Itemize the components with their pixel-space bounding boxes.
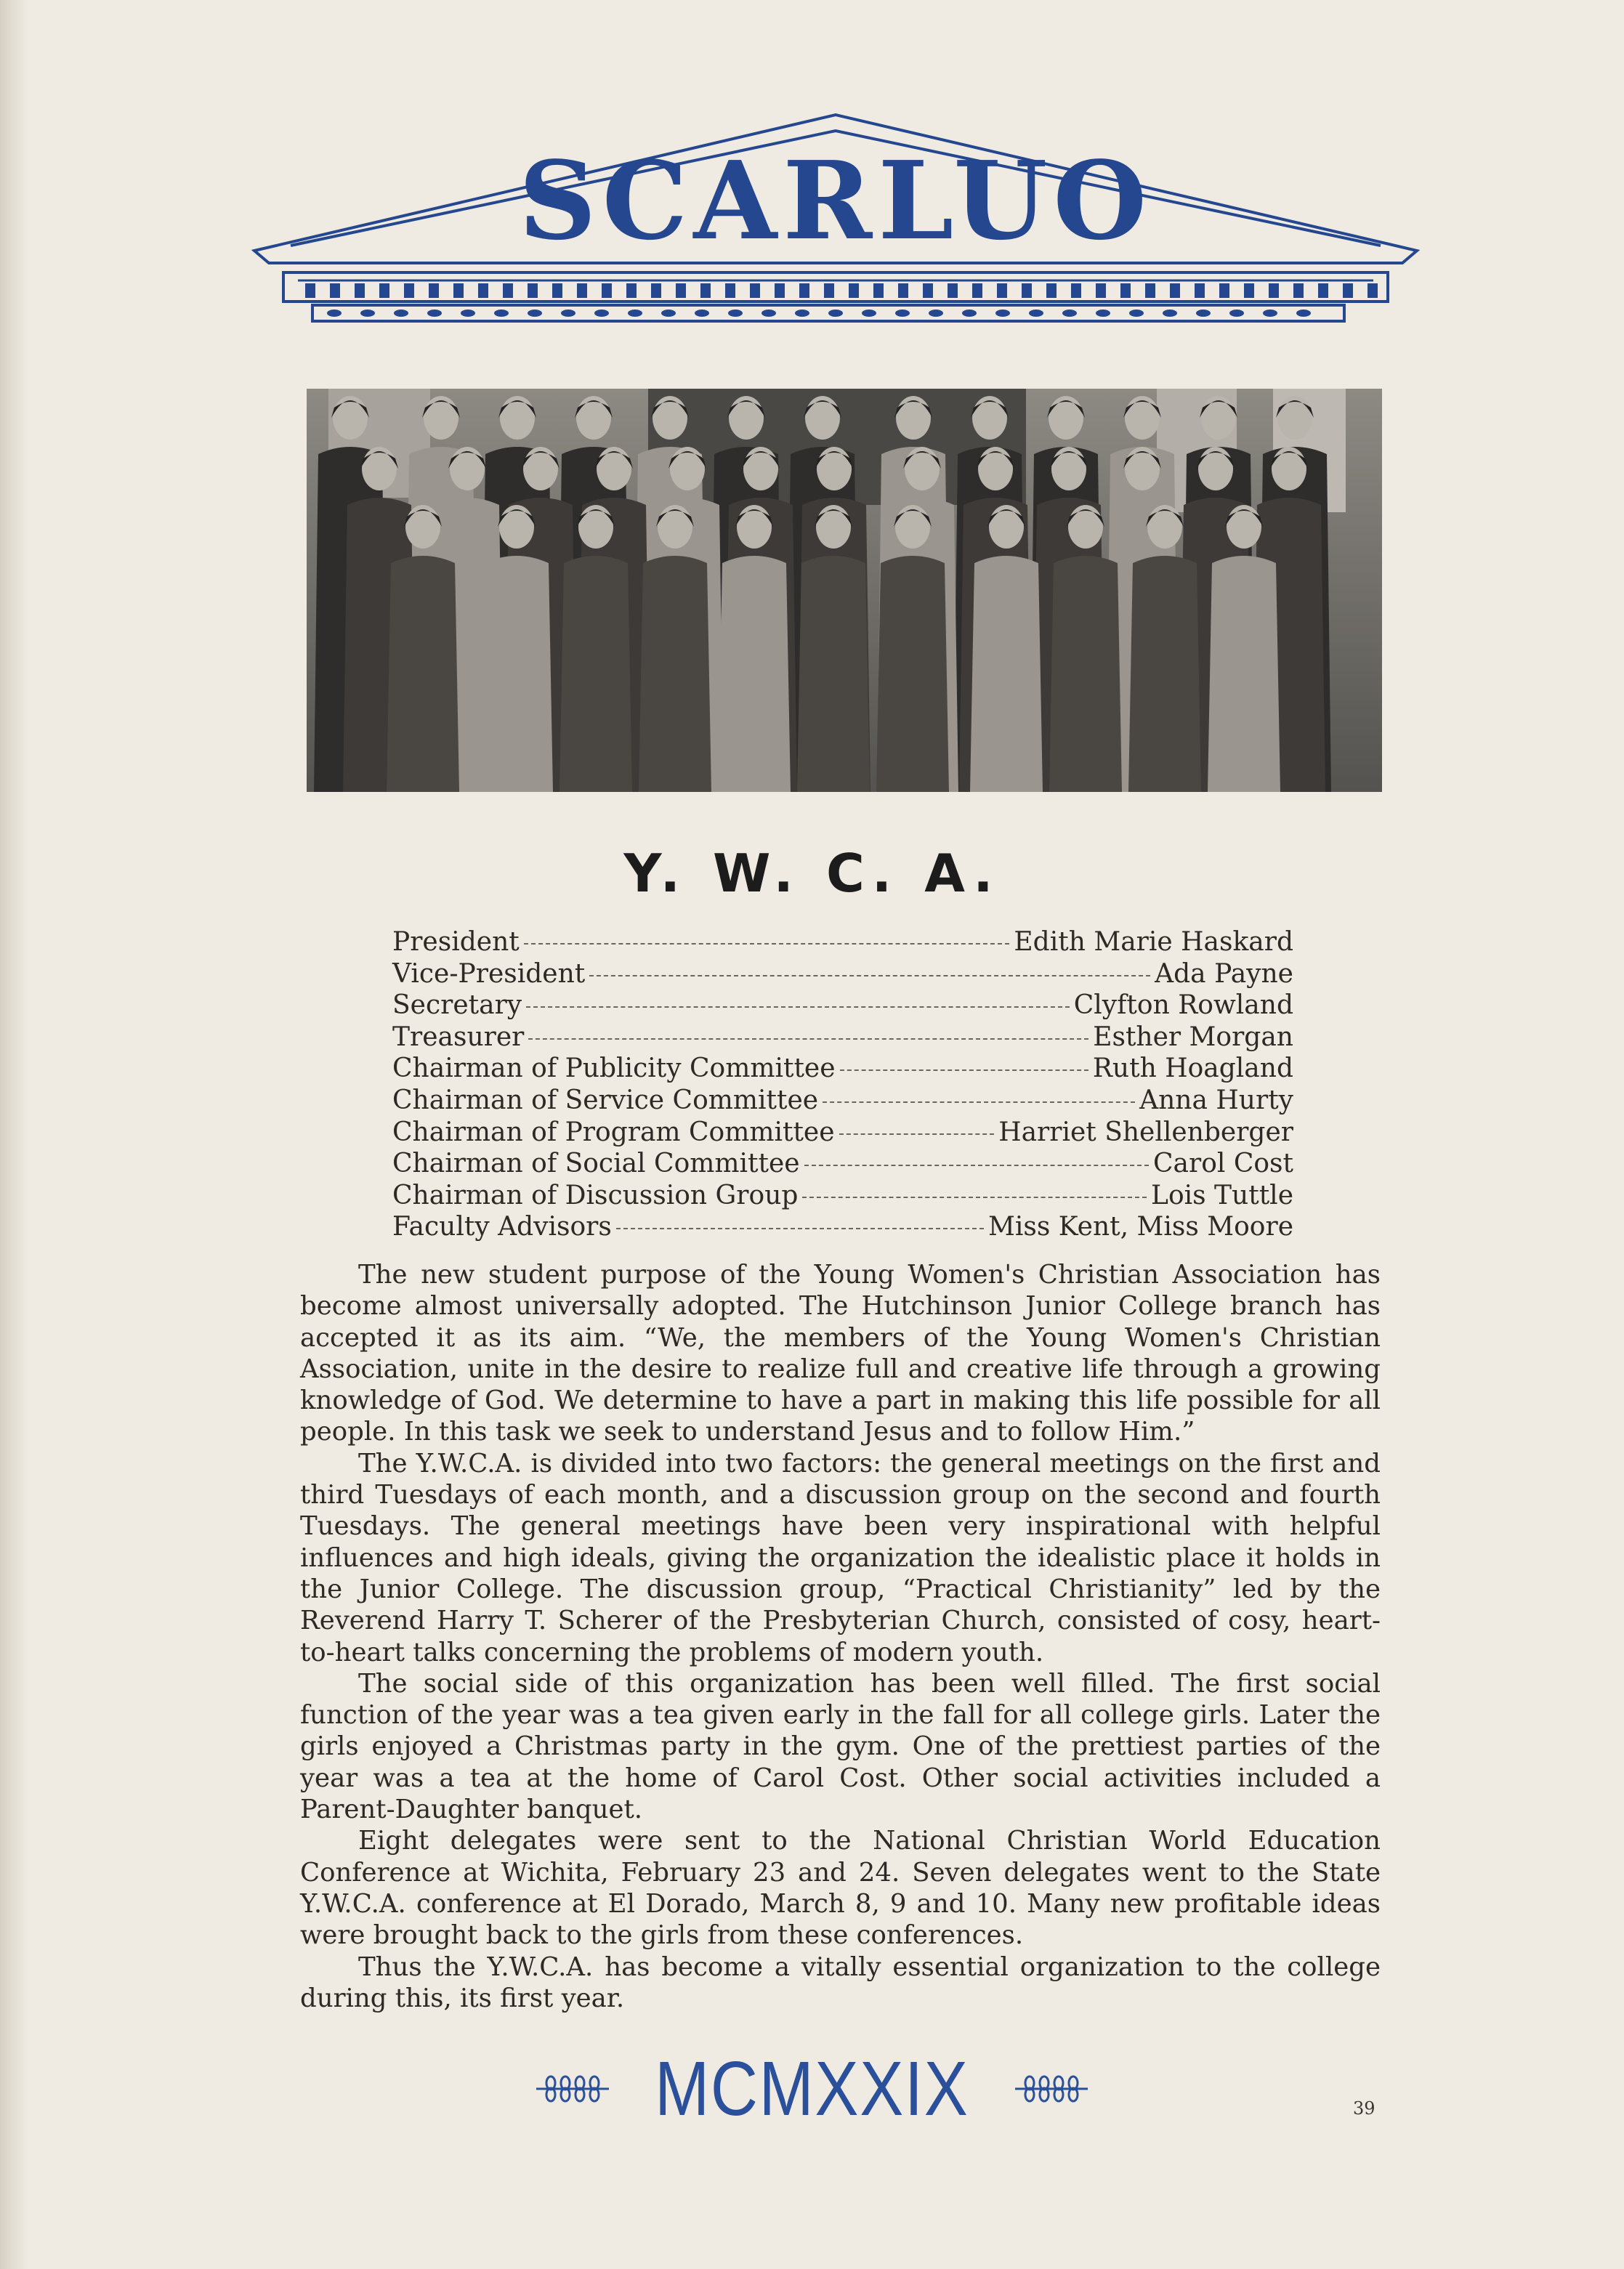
organization-title: Y. W. C. A.: [623, 843, 1001, 904]
officer-row: [392, 1053, 1293, 1085]
officer-row: [392, 1180, 1293, 1212]
officer-role: Chairman of Social Committee: [392, 1149, 800, 1179]
right-sprig-icon: [1011, 2073, 1091, 2105]
officer-row: [392, 1148, 1293, 1180]
officers-list: [392, 926, 1293, 1243]
masthead-pediment: [240, 109, 1431, 334]
article-paragraph: The Y.W.C.A. is divided into two factors: the general meetings on the first and third Tuesdays of each month, and a discussion group on the second and fourth Tuesdays. The general meetings have been very inspirational with helpful influences and high ideals, giving the organization the idealistic place it holds in the Junior College. The discussion group, “Practical Christianity” led by the Reverend Harry T. Scherer of the Presbyterian Church, consisted of cosy, heart-to-heart talks concerning the problems of modern youth.: [300, 1448, 1381, 1667]
dotted-leader: [823, 1101, 1135, 1103]
article-paragraph: Eight delegates were sent to the National Christian World Education Conference at Wichita, February 23 and 24. Seven delegates went to the State Y.W.C.A. conference at El Dorado, March 8, 9 and 10. Many new profitable ideas were brought back to the girls from these conferences.: [300, 1826, 1381, 1951]
officer-row: [392, 1022, 1293, 1053]
officer-name: Harriet Shellenberger: [998, 1117, 1293, 1147]
article-paragraph: Thus the Y.W.C.A. has become a vitally essential organization to the college during this, its first year.: [300, 1951, 1381, 2013]
officer-role: Chairman of Service Committee: [392, 1085, 819, 1115]
article-paragraph: The social side of this organization has been well filled. The first social function of the year was a tea given early in the fall for all college girls. Later the girls enjoyed a Christmas party in the gym. One of the prettiest parties of the year was a tea at the home of Carol Cost. Other social activities included a Parent-Daughter banquet.: [300, 1668, 1381, 1825]
pediment-icon: [240, 109, 1431, 334]
footer-year: MCMXXIX: [655, 2045, 969, 2132]
masthead-title: SCARLUO: [518, 137, 1153, 264]
dotted-leader: [526, 1006, 1070, 1008]
officer-role: Chairman of Discussion Group: [392, 1180, 799, 1210]
officer-role: Vice-President: [392, 958, 586, 989]
dotted-leader: [802, 1197, 1147, 1198]
officer-name: Esther Morgan: [1093, 1022, 1293, 1052]
officer-name: Clyfton Rowland: [1073, 990, 1293, 1021]
officer-row: [392, 926, 1293, 958]
footer: [0, 2045, 1624, 2132]
officer-row: [392, 1085, 1293, 1117]
page-number: 39: [1353, 2098, 1375, 2119]
officer-name: Ruth Hoagland: [1092, 1053, 1293, 1084]
officer-name: Ada Payne: [1155, 958, 1293, 989]
officer-name: Carol Cost: [1152, 1149, 1293, 1179]
dotted-leader: [804, 1165, 1149, 1166]
dotted-leader: [839, 1133, 995, 1135]
dotted-leader: [616, 1228, 984, 1229]
left-sprig-icon: [533, 2073, 613, 2105]
group-photo: [307, 389, 1382, 792]
officer-row: [392, 1211, 1293, 1243]
officer-role: President: [392, 927, 520, 957]
officer-row: [392, 1117, 1293, 1149]
officer-role: Chairman of Publicity Committee: [392, 1053, 836, 1084]
officer-role: Faculty Advisors: [392, 1212, 612, 1242]
dotted-leader: [528, 1038, 1088, 1040]
officer-role: Secretary: [392, 990, 522, 1021]
group-photo-image: [307, 389, 1382, 792]
officer-name: Anna Hurty: [1139, 1085, 1293, 1115]
officer-row: [392, 958, 1293, 990]
officer-row: [392, 990, 1293, 1022]
officer-name: Lois Tuttle: [1151, 1180, 1293, 1210]
officer-role: Treasurer: [392, 1022, 525, 1052]
officer-name: Miss Kent, Miss Moore: [987, 1212, 1293, 1242]
page-binding-shadow: [0, 0, 29, 2269]
article-body: [300, 1259, 1381, 2014]
officer-name: Edith Marie Haskard: [1014, 927, 1293, 957]
officer-role: Chairman of Program Committee: [392, 1117, 835, 1147]
dotted-leader: [524, 943, 1010, 945]
dotted-leader: [840, 1069, 1088, 1071]
dotted-leader: [589, 975, 1150, 976]
article-paragraph: The new student purpose of the Young Women's Christian Association has become almost universally adopted. The Hutchinson Junior College branch has accepted it as its aim. “We, the members of the Young Women's Christian Association, unite in the desire to realize full and creative life through a growing knowledge of God. We determine to have a part in making this life possible for all people. In this task we seek to understand Jesus and to follow Him.”: [300, 1260, 1381, 1447]
